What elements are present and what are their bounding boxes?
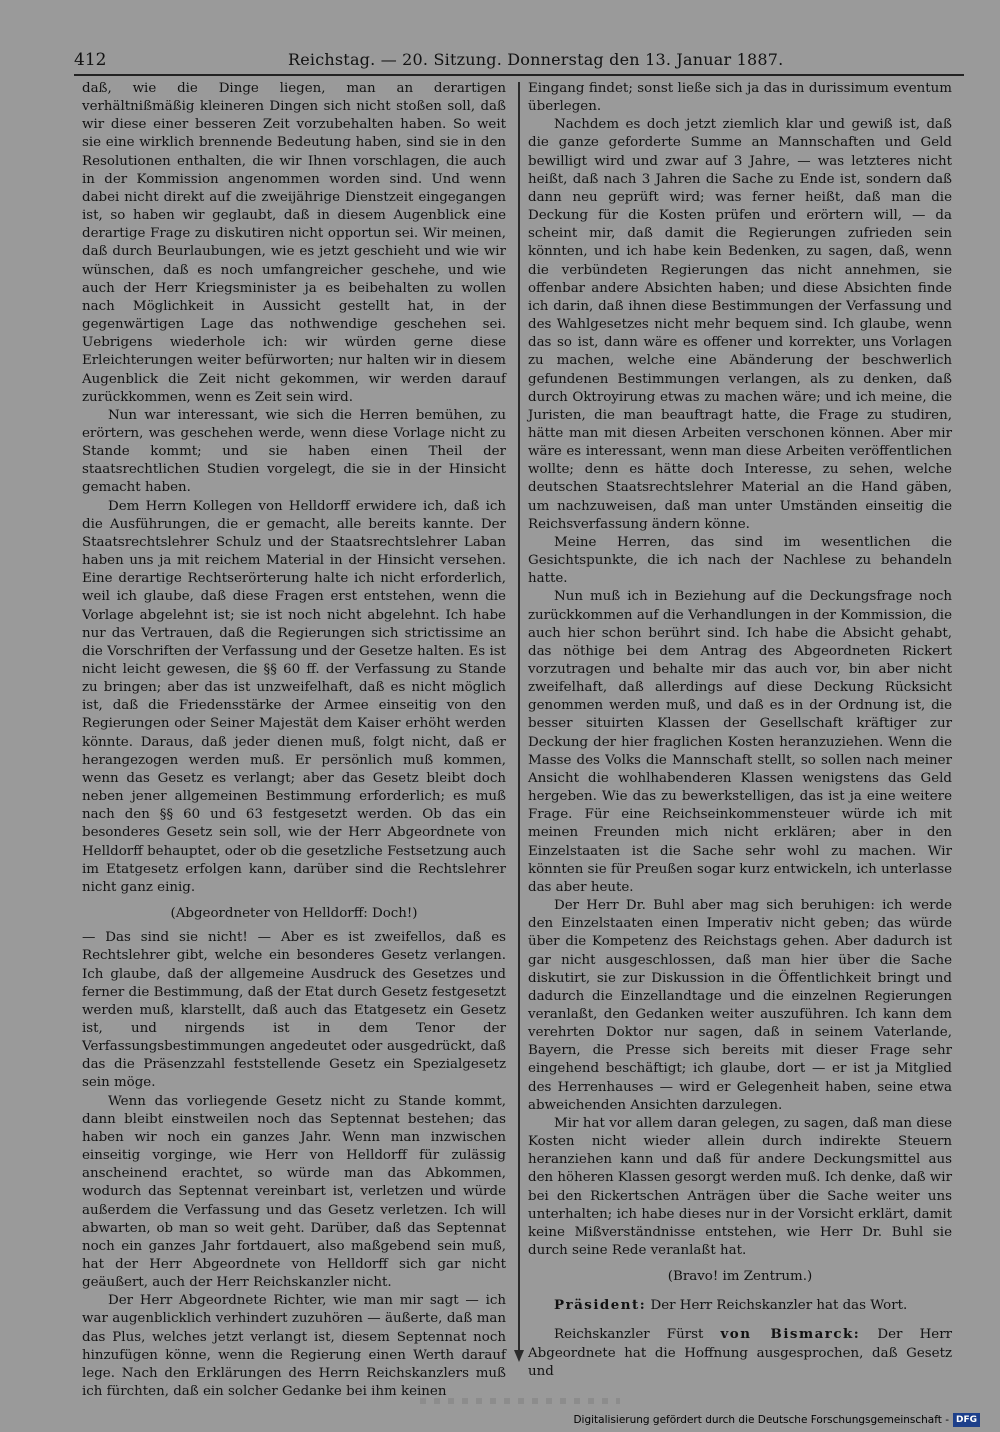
speaker-president: Präsident: [554,1297,647,1314]
interjection: (Abgeordneter von Helldorff: Doch!) [170,906,418,922]
paragraph: Mir hat vor allem daran gelegen, zu sagen, daß man diese Kosten nicht wieder allein durch indirekte Steuern heranziehen kann und daß für andere Deckungsmittel aus den höheren Klassen gesorgt werden muß. Ich denke, daß wir bei den Rickertschen Anträgen über die Sache weiter uns unterhalten; ich habe dieses nur in der Vorsicht erklärt, damit keine Mißverständnisse entstehen, wie Herr Dr. Buhl sie durch seine Rede veranlaßt hat. [528,1115,952,1258]
running-head: Reichstag. — 20. Sitzung. Donnerstag den 13. Januar 1887. [288,50,784,69]
dfg-logo: DFG [953,1413,980,1427]
column-divider-end [514,1350,524,1362]
paragraph: Wenn das vorliegende Gesetz nicht zu Stande kommt, dann bleibt einstweilen noch das Septennat bestehen; das haben wir noch ein ganzes Jahr. Wenn man inzwischen einseitig vorginge, wie Herr von Helldorff für zulässig anscheinend erachtet, so würde man das Abkommen, wodurch das Septennat vereinbart ist, verletzen und würde außerdem die Verfassung und das Gesetz verletzen. Ich will abwarten, ob man so weit geht. Darüber, daß das Septennat noch ein ganzes Jahr fortdauert, also maßgebend sein muß, hat der Herr Abgeordnete von Helldorff sich gar nicht geäußert, auch der Herr Reichskanzler nicht. [82,1093,506,1291]
president-text: Der Herr Reichskanzler hat das Wort. [650,1298,908,1314]
header-rule [74,74,964,76]
right-column [528,80,952,1379]
paragraph: daß, wie die Dinge liegen, man an derartigen verhältnißmäßig kleineren Dingen sich nicht stoßen soll, daß wir diese einer besseren Zeit vorzubehalten haben. So weit sie eine wirklich brennende Bedeutung haben, sind sie in den Resolutionen enthalten, die wir Ihnen vorschlagen, die auch in der Kommission angenommen worden sind. Und wenn dabei nicht direkt auf die zweijährige Dienstzeit eingegangen ist, so haben wir geglaubt, daß in diesem Augenblick eine derartige Frage zu diskutiren nicht opportun sei. Wir meinen, daß durch Beurlaubungen, wie es jetzt geschieht und wie wir wünschen, daß es noch umfangreicher geschehe, und wie auch der Herr Kriegsminister ja es beibehalten zu wollen nach Möglichkeit in Aussicht gestellt hat, in der gegenwärtigen Lage das nothwendige geschehen sei. Uebrigens wiederhole ich: wir würden gerne diese Erleichterungen weiter befürworten; nur halten wir in diesem Augenblick die Zeit nicht gekommen, wir werden darauf zurückkommen, wenn es Zeit sein wird. [82,81,506,405]
chancellor-intro: Reichskanzler Fürst [554,1327,704,1343]
paragraph: Der Herr Abgeordnete Richter, wie man mir sagt — ich war augenblicklich verhindert zuzuhören — äußerte, daß man das Plus, welches jetzt verlangt ist, diesem Septennat noch hinzufügen könne, wenn die Regierung einen Werth darauf lege. Nach den Erklärungen des Herrn Reichskanzlers muß ich fürchten, daß ein solcher Gedanke bei ihm keinen [82,1293,506,1400]
paragraph: Dem Herrn Kollegen von Helldorff erwidere ich, daß ich die Ausführungen, die er gemacht, alle bereits kannte. Der Staatsrechtslehrer Schulz und der Staatsrechtslehrer Laban haben uns ja mit reichem Material in der Hinsicht versehen. Eine derartige Rechtserörterung halte ich nicht erforderlich, weil ich glaube, daß diese Fragen erst entstehen, wenn die Vorlage abgelehnt ist; sie ist noch nicht abgelehnt. Ich habe nur das Vertrauen, daß die Regierungen sich strictissime an die Vorschriften der Verfassung und der Gesetze halten. Es ist nicht leicht gewesen, die §§ 60 ff. der Verfassung zu Stande zu bringen; aber das ist unzweifelhaft, daß es nicht möglich ist, daß die Friedensstärke der Armee einseitig von den Regierungen oder Seiner Majestät dem Kaiser erhöht werden könnte. Daraus, daß jeder dienen muß, folgt nicht, daß er herangezogen werden muß. Er persönlich muß kommen, wenn das Gesetz es verlangt; aber das Gesetz bleibt doch neben jener allgemeinen Bestimmung erforderlich; es muß nach den §§ 60 und 63 festgesetzt werden. Ob das ein besonderes Gesetz sein soll, wie der Herr Abgeordnete von Helldorff behauptet, oder ob die gesetzliche Festsetzung auch im Etatgesetz erfolgen kann, darüber sind die Rechtslehrer nicht ganz einig. [82,498,506,895]
paragraph: Nachdem es doch jetzt ziemlich klar und gewiß ist, daß die ganze geforderte Summe an Mannschaften und Geld bewilligt wird und zwar auf 3 Jahre, — was letzteres nicht heißt, daß nach 3 Jahren die Sache zu Ende ist, sondern daß dann neu geprüft wird; was ferner heißt, daß man die Deckung für die Kosten prüfen und erörtern will, — da scheint mir, daß damit die Regierungen zufrieden sein könnten, und ich habe kein Bedenken, zu sagen, daß, wenn die verbündeten Regierungen das nicht annehmen, sie offenbar andere Absichten haben; und diese Absichten finde ich darin, daß ihnen diese Bestimmungen der Verfassung und des Wahlgesetzes nicht mehr bequem sind. Ich glaube, wenn das so ist, dann wäre es offener und korrekter, uns Vorlagen zu machen, welche eine Abänderung der beschwerlich gefundenen Bestimmungen verlangen, als zu denken, daß durch Oktroyirung etwas zu machen wäre; und ich meine, die Juristen, die man beauftragt hatte, die Frage zu studiren, hätte man mit diesen Arbeiten verschonen können. Aber mir wäre es interessant, wenn man diese Arbeiten veröffentlichen wollte; denn es hätte doch Interesse, zu sehen, welche deutschen Staatsrechtslehrer Material an die Hand gäben, um nachzuweisen, daß man unter Umständen einseitig die Reichsverfassung ändern könne. [528,117,952,532]
paragraph: Nun muß ich in Beziehung auf die Deckungsfrage noch zurückkommen auf die Verhandlungen in der Kommission, die auch hier schon berührt sind. Ich habe die Absicht gehabt, das nöthige bei dem Antrag des Abgeordneten Rickert vorzutragen und behalte mir das auch vor, bin aber nicht zweifelhaft, daß allerdings auf diese Deckung Rücksicht genommen werden muß, und daß es in der Ordnung ist, die besser situirten Klassen der Gesellschaft kräftiger zur Deckung der hier fraglichen Kosten heranzuziehen. Wenn die Masse des Volks die Mannschaft stellt, so sollen nach meiner Ansicht die wohlhabenderen Klassen wenigstens das Geld hergeben. Wie das zu bewerkstelligen, das ist ja eine weitere Frage. Für eine Reichseinkommensteuer würde ich mit meinen Freunden mich nicht erklären; aber in den Einzelstaaten ist die Sache sehr wohl zu machen. Wir könnten sie für Preußen sogar kurz entwickeln, ich unterlasse das aber heute. [528,589,952,895]
footer-credit [573,1412,980,1428]
footer-text: Digitalisierung gefördert durch die Deutsche Forschungsgemeinschaft - [573,1414,949,1426]
chancellor-text: Der Herr Abgeordnete hat die Hoffnung ausgesprochen, daß Gesetz und [528,1327,952,1379]
speaker-chancellor: von Bismarck: [720,1326,861,1343]
paragraph: — Das sind sie nicht! — Aber es ist zweifellos, daß es Rechtslehrer gibt, welche ein besonderes Gesetz verlangen. Ich glaube, daß der allgemeine Ausdruck des Gesetzes und ferner die Bestimmung, daß der Etat durch Gesetz festgesetzt werden muß, klarstellt, daß auch das Etatgesetz ein Gesetz ist, und nirgends ist in dem Tenor der Verfassungsbestimmungen angedeutet oder ausgedrückt, daß das die Präsenzzahl feststellende Gesetz ein Spezialgesetz sein möge. [82,930,506,1091]
paragraph: Nun war interessant, wie sich die Herren bemühen, zu erörtern, was geschehen werde, wenn diese Vorlage nicht zu Stande kommt; und sie haben einen Theil der staatsrechtlichen Studien vorgelegt, die sie in der Hinsicht gemacht haben. [82,407,506,496]
page-number: 412 [74,50,107,70]
paragraph: Eingang findet; sonst ließe sich ja das in durissimum eventum überlegen. [528,81,952,115]
applause-note: (Bravo! im Zentrum.) [667,1269,813,1285]
president-paragraph [528,1296,952,1315]
chancellor-paragraph [528,1325,952,1380]
page-header [74,46,964,76]
column-divider [518,82,520,1354]
left-column [82,80,506,1400]
paragraph: Der Herr Dr. Buhl aber mag sich beruhigen: ich werde den Einzelstaaten einen Imperativ nicht geben; das würde über die Kompetenz des Reichstags gehen. Aber dadurch ist gar nicht ausgeschlossen, daß man hier über die Sache diskutirt, sie zur Diskussion in die Öffentlichkeit bringt und dadurch die Einzellandtage und die einzelnen Regierungen veranlaßt, den Gedanken weiter auszuführen. Ich kann dem verehrten Doktor nur sagen, daß in seinem Vaterlande, Bayern, die Presse sich bereits mit dieser Frage sehr eingehend beschäftigt; ich glaube, dort — er ist ja Mitglied des Herrenhauses — wird er Gelegenheit haben, seine etwa abweichenden Ansichten darzulegen. [528,898,952,1113]
scan-artifact [420,1398,620,1404]
paragraph: Meine Herren, das sind im wesentlichen die Gesichtspunkte, die ich nach der Nachlese zu behandeln hatte. [528,534,952,587]
